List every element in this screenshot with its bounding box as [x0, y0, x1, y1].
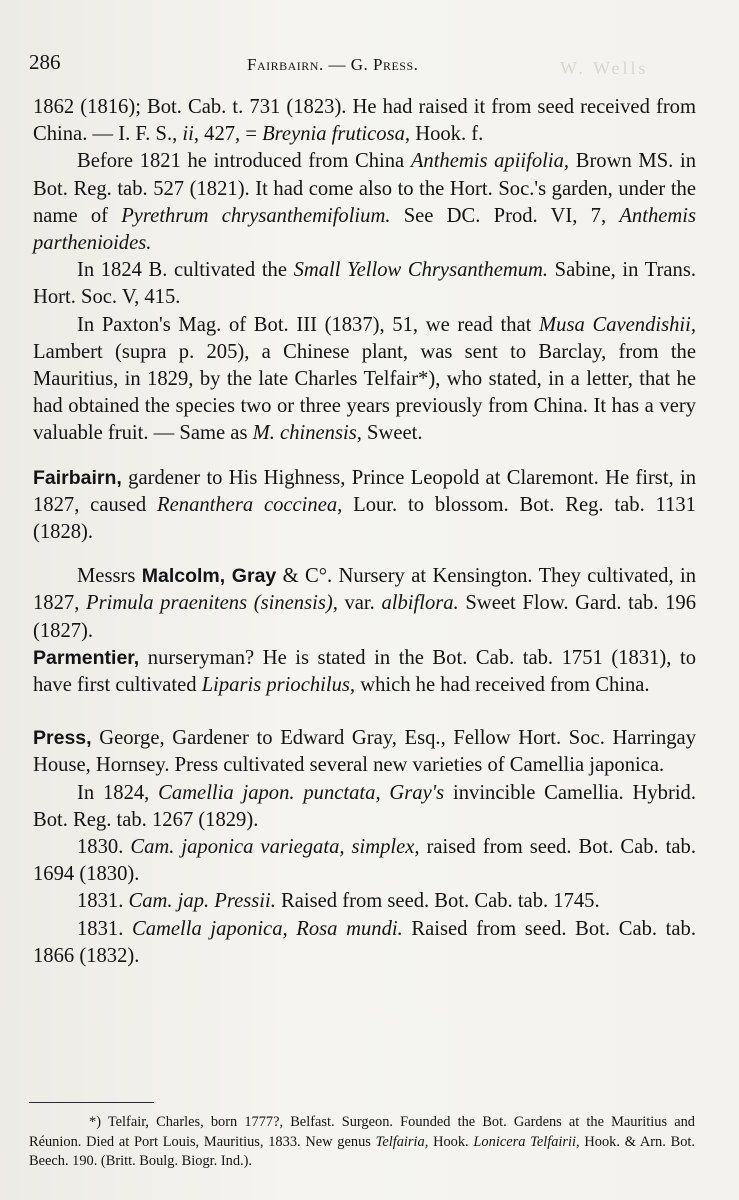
italic-text: Cam. jap. Pressii.	[128, 890, 276, 913]
italic-text: Camella japonica, Rosa mundi.	[131, 917, 403, 940]
text-run: In 1824 B. cultivated the	[77, 259, 294, 282]
italic-text: Renanthera coccinea,	[157, 493, 343, 516]
paragraph-p8	[33, 725, 696, 779]
italic-text: Small Yellow Chrysanthemum.	[293, 259, 549, 282]
text-run: , 427, =	[193, 123, 263, 146]
paragraph-p4	[33, 312, 696, 448]
running-title: Fairbairn. — G. Press.	[247, 55, 419, 74]
page-number: 286	[29, 50, 61, 74]
bleed-through-text: W. Wells	[560, 58, 649, 78]
paragraph-p7	[33, 645, 696, 699]
text-run: Messrs	[77, 565, 142, 588]
text-run: Lour. to blossom. Bot. Reg. tab. 1131 (1828).	[33, 493, 696, 544]
text-run: gardener to His Highness, Prince Leopold at Claremont. He first, in 1827, caused	[33, 466, 696, 516]
text-run: Brown MS. in Bot. Reg. tab. 527 (1821). It had come also to the Hort. Soc.'s garden, under the name of	[33, 150, 696, 227]
text-run: Before 1821 he introduced from China	[77, 150, 411, 173]
text-run: var.	[337, 592, 382, 615]
text-run: 1831.	[77, 890, 129, 913]
italic-text: Camellia japon. punctata, Gray's	[158, 781, 445, 804]
text-run: See DC. Prod. VI, 7,	[390, 204, 620, 227]
entry-name: Fairbairn,	[33, 466, 122, 489]
body-text	[33, 94, 696, 970]
italic-text: Primula praenitens (sinensis),	[86, 592, 338, 615]
italic-text: M. chinensis,	[252, 422, 362, 445]
italic-text: Telfairia,	[375, 1133, 429, 1150]
text-run: raised from seed. Bot. Cab. tab. 1694 (1830).	[33, 836, 696, 886]
paragraph-p1	[33, 94, 696, 148]
italic-text: Musa Cavendishii,	[539, 313, 696, 336]
text-run: 1831.	[77, 917, 132, 940]
text-run: Sweet Flow. Gard. tab. 196 (1827).	[33, 592, 696, 642]
text-run: Raised from seed. Bot. Cab. tab. 1866 (1832).	[33, 917, 696, 967]
text-run: Hook.	[428, 1133, 474, 1150]
italic-text: ii	[182, 123, 194, 146]
italic-text: Anthemis parthenioides.	[33, 204, 696, 255]
text-run: Sweet.	[361, 422, 423, 445]
text-run: nurseryman? He is stated in the Bot. Cab. tab. 1751 (1831), to have first cultivated	[33, 646, 696, 697]
text-run: In 1824,	[77, 781, 159, 804]
text-run: Lambert (supra p. 205), a Chinese plant, was sent to Barclay, from the Mauritius, in 1829, by the late Charles Telfair*), who stated, in a letter, that he had obtained the species two or three years previously from China. It has a very valuable fruit. — Same as	[33, 340, 696, 445]
paragraph-p11	[33, 888, 696, 915]
text-run: George, Gardener to Edward Gray, Esq., Fellow Hort. Soc. Harringay House, Hornsey. Press cultivated several new varieties of Camellia japonica.	[33, 727, 696, 777]
text-run: Hook. f.	[410, 123, 484, 146]
italic-text: Liparis priochilus,	[201, 674, 356, 697]
paragraph-p3	[33, 257, 696, 311]
text-run: 1862 (1816); Bot. Cab. t. 731 (1823). He had raised it from seed received from China. — I. F. S.,	[33, 96, 696, 146]
text-run: Sabine, in Trans. Hort. Soc. V, 415.	[33, 259, 696, 309]
paragraph-p10	[33, 834, 696, 888]
text-run: which he had received from China.	[355, 674, 650, 697]
entry-name: Parmentier,	[33, 646, 140, 669]
entry-name: Malcolm, Gray	[141, 565, 277, 588]
italic-text: Breynia fruticosa,	[262, 123, 411, 146]
text-run: *) Telfair, Charles, born 1777?, Belfast. Surgeon. Founded the Bot. Gardens at the Mauritius and Réunion. Died at Port Louis, Mauritius, 1833. New genus	[29, 1114, 695, 1150]
paragraph-p2	[33, 148, 696, 257]
footnote	[29, 1113, 695, 1172]
italic-text: Cam. japonica variegata, simplex,	[130, 836, 420, 859]
italic-text: Pyrethrum chrysanthemifolium.	[121, 204, 391, 227]
text-run: Hook. & Arn. Bot. Beech. 190. (Britt. Boulg. Biogr. Ind.).	[29, 1133, 696, 1170]
text-run: Raised from seed. Bot. Cab. tab. 1745.	[275, 890, 600, 913]
paragraph-p9	[33, 780, 696, 834]
page-header	[29, 50, 694, 80]
italic-text: Lonicera Telfairii,	[473, 1133, 580, 1150]
text-run: In Paxton's Mag. of Bot. III (1837), 51, we read that	[77, 313, 540, 336]
text-run: 1830.	[77, 836, 131, 859]
paragraph-p6	[33, 563, 696, 645]
italic-text: albiflora.	[381, 592, 459, 615]
italic-text: Anthemis apiifolia,	[410, 150, 570, 173]
paragraph-p12	[33, 916, 696, 970]
footnote-paragraph	[29, 1113, 695, 1172]
entry-name: Press,	[33, 727, 92, 750]
footnote-rule	[29, 1102, 154, 1103]
text-run: & C°. Nursery at Kensington. They cultivated, in 1827,	[33, 565, 696, 615]
text-run: invincible Camellia. Hybrid. Bot. Reg. tab. 1267 (1829).	[33, 781, 696, 831]
paragraph-p5	[33, 465, 696, 547]
